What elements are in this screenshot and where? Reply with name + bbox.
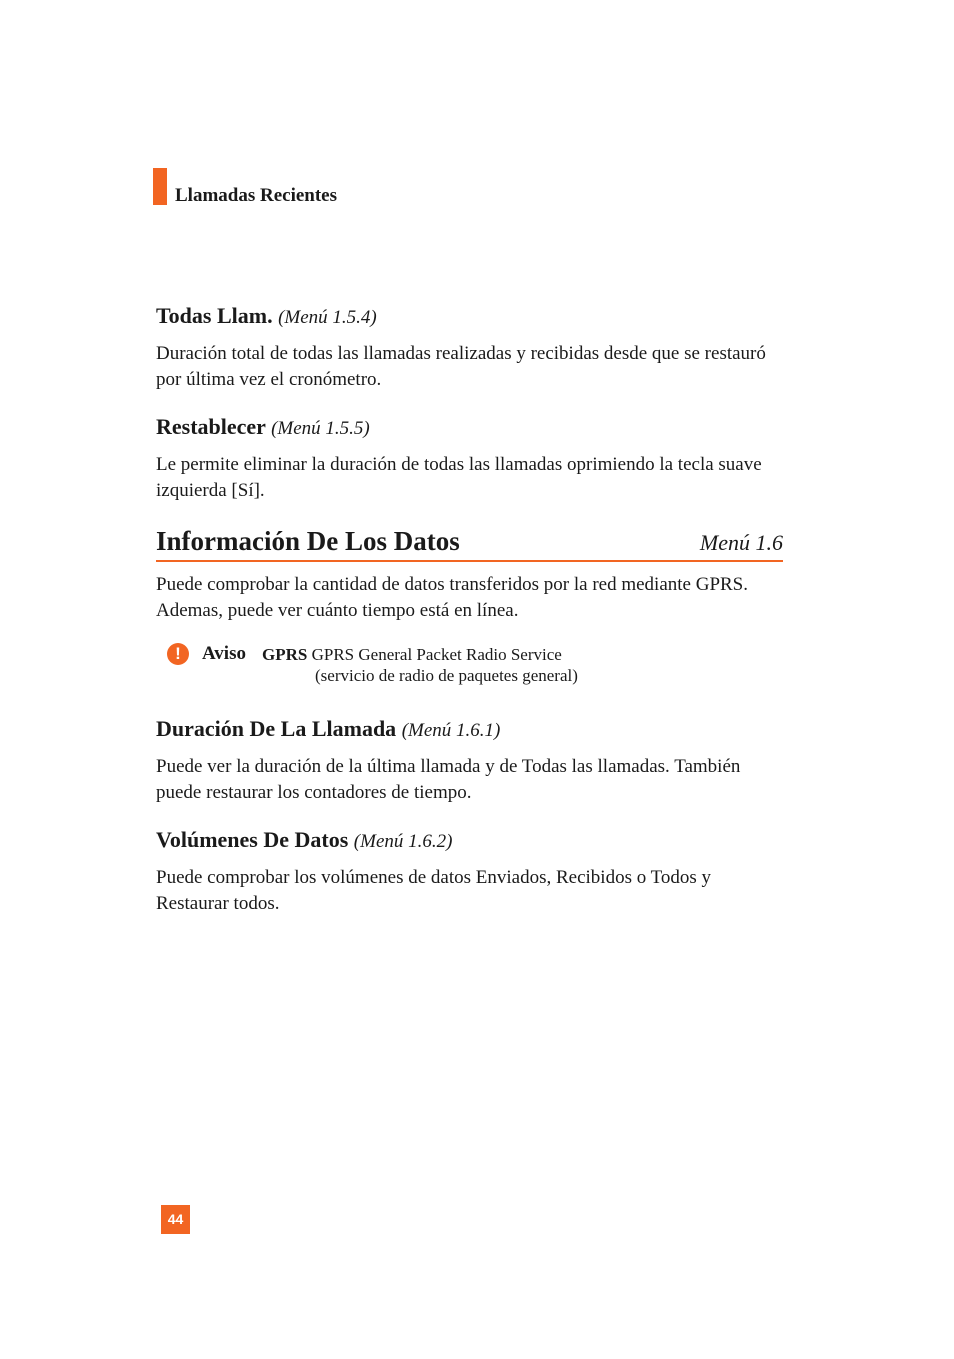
duracion-heading xyxy=(156,716,784,742)
exclamation-icon: ! xyxy=(167,643,189,665)
section-restablecer xyxy=(156,414,784,504)
restablecer-heading xyxy=(156,414,784,440)
volumenes-title: Volúmenes De Datos xyxy=(156,827,349,852)
info-section-title: Información De Los Datos xyxy=(156,526,460,556)
header-accent-bar xyxy=(153,168,167,205)
note-abbr: GPRS xyxy=(262,645,308,664)
info-section-menu-ref: Menú 1.6 xyxy=(699,530,783,555)
note-label: Aviso xyxy=(202,643,246,664)
todas-llam-title: Todas Llam. xyxy=(156,303,273,328)
page-number: 44 xyxy=(161,1205,190,1234)
volumenes-text: Puede comprobar los volúmenes de datos Enviados, Recibidos o Todos y Restaurar todos. xyxy=(156,867,712,914)
section-volumenes xyxy=(156,827,784,917)
todas-llam-heading xyxy=(156,303,784,329)
restablecer-menu-ref: (Menú 1.5.5) xyxy=(271,418,370,439)
duracion-menu-ref: (Menú 1.6.1) xyxy=(401,720,501,741)
section-todas-llam xyxy=(156,303,784,393)
info-section-header xyxy=(156,526,783,562)
duracion-text: Puede ver la duración de la última llamada y de Todas las llamadas. También puede restaurar los contadores de tiempo. xyxy=(156,756,741,803)
volumenes-heading xyxy=(156,827,784,853)
page-header-title: Llamadas Recientes xyxy=(175,185,338,206)
section-duracion xyxy=(156,716,784,806)
restablecer-text: Le permite eliminar la duración de todas las llamadas oprimiendo la tecla suave izquierda [Sí]. xyxy=(156,454,762,501)
note-line-2: (servicio de radio de paquetes general) xyxy=(315,666,578,685)
todas-llam-menu-ref: (Menú 1.5.4) xyxy=(278,307,377,328)
info-section-text: Puede comprobar la cantidad de datos transferidos por la red mediante GPRS. Ademas, puede ver cuánto tiempo está en línea. xyxy=(156,574,748,621)
info-section-body xyxy=(156,572,784,624)
note-line-1 xyxy=(262,645,562,665)
note-line-1-text: GPRS General Packet Radio Service xyxy=(311,645,562,664)
volumenes-menu-ref: (Menú 1.6.2) xyxy=(353,831,453,852)
todas-llam-text: Duración total de todas las llamadas realizadas y recibidas desde que se restauró por última vez el cronómetro. xyxy=(156,343,766,390)
restablecer-title: Restablecer xyxy=(156,414,266,439)
duracion-title: Duración De La Llamada xyxy=(156,716,397,741)
